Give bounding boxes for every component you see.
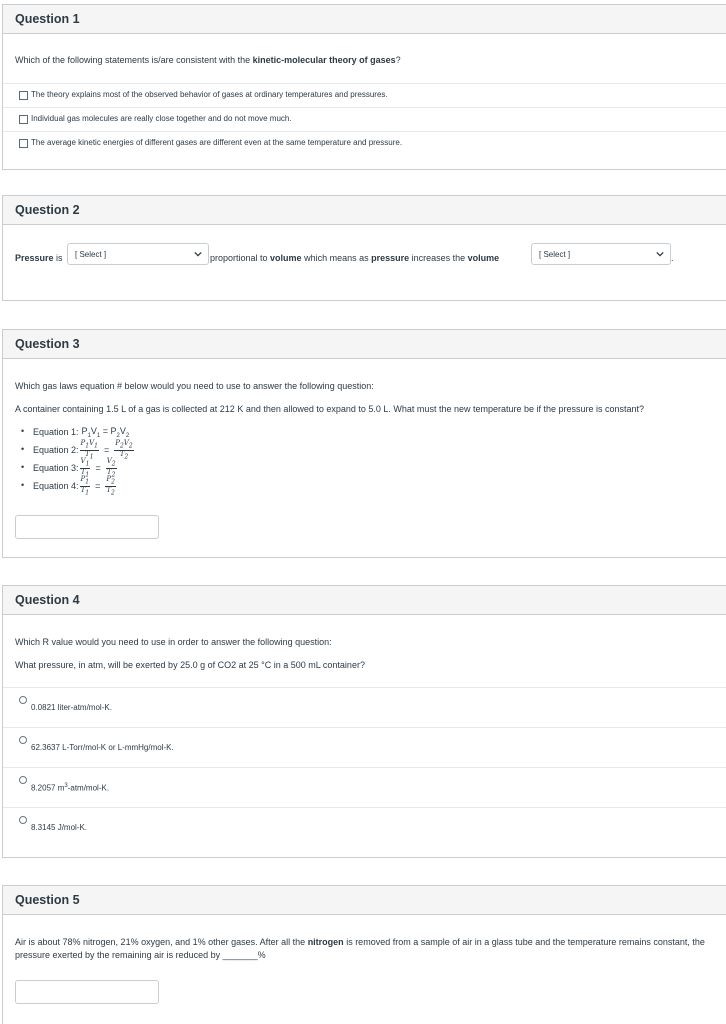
chevron-down-icon xyxy=(194,250,202,258)
question-title: Question 1 xyxy=(15,12,80,26)
equation-4: • Equation 4: $\frac{P_1}{T_1}$ = $\frac{P_2}{T_2}$ xyxy=(21,477,135,495)
radio-button[interactable] xyxy=(19,736,27,744)
question-1 xyxy=(2,4,726,170)
equation-list xyxy=(21,423,135,495)
question-title: Question 3 xyxy=(15,337,80,351)
question-4 xyxy=(2,585,726,858)
select-dropdown-1[interactable]: [ Select ] xyxy=(67,243,209,265)
equation-3: • Equation 3: $\frac{V_1}{T_1}$ = $\frac{V_2}{T_2}$ xyxy=(21,459,135,477)
question-header xyxy=(3,196,726,225)
question-text: Which gas laws equation # below would you need to use to answer the following question: xyxy=(15,381,374,391)
question-header xyxy=(3,586,726,615)
question-text: proportional to volume which means as pressure increases the volume xyxy=(210,253,500,263)
question-text: Air is about 78% nitrogen, 21% oxygen, and 1% other gases. After all the nitrogen is removed from a sample of air in a glass tube and the temperature remains constant, the pressure exerted by the remaining air is reduced by _______% xyxy=(15,937,705,960)
question-header xyxy=(3,330,726,359)
chevron-down-icon xyxy=(656,250,664,258)
answer-option[interactable]: The theory explains most of the observed behavior of gases at ordinary temperatures and pressures. xyxy=(3,83,726,108)
answer-option[interactable]: Individual gas molecules are really close together and do not move much. xyxy=(3,107,726,132)
answer-option[interactable]: 62.3637 L-Torr/mol-K or L-mmHg/mol-K. xyxy=(3,727,726,768)
question-text: A container containing 1.5 L of a gas is collected at 212 K and then allowed to expand to 5.0 L. What must the new temperature be if the pressure is constant? xyxy=(15,404,645,414)
answer-option[interactable]: 0.0821 liter-atm/mol-K. xyxy=(3,687,726,728)
checkbox[interactable] xyxy=(19,115,28,124)
period: . xyxy=(671,253,674,263)
question-text: Which of the following statements is/are consistent with the kinetic-molecular theory of gases? xyxy=(15,55,401,65)
checkbox[interactable] xyxy=(19,139,28,148)
question-text: What pressure, in atm, will be exerted by 25.0 g of CO2 at 25 °C in a 500 mL container? xyxy=(15,660,365,670)
question-title: Question 5 xyxy=(15,893,80,907)
question-header xyxy=(3,886,726,915)
answer-option[interactable]: 8.2057 $m^3-atm/mol-K$. xyxy=(3,767,726,808)
equation-2: • Equation 2: $\frac{P_1V_1}{T_1}$ = $\frac{P_2V_2}{T_2}$ xyxy=(21,441,135,459)
question-5 xyxy=(2,885,726,1024)
question-text: Which R value would you need to use in order to answer the following question: xyxy=(15,637,332,647)
answer-input[interactable] xyxy=(15,515,159,539)
equation-1: • Equation 1: $P_1V_1 = P_2V_2$ xyxy=(21,423,135,441)
question-text: Pressure is xyxy=(15,253,63,263)
radio-button[interactable] xyxy=(19,816,27,824)
radio-button[interactable] xyxy=(19,696,27,704)
checkbox[interactable] xyxy=(19,91,28,100)
answer-input[interactable] xyxy=(15,980,159,1004)
select-dropdown-2[interactable]: [ Select ] xyxy=(531,243,671,265)
answer-option[interactable]: The average kinetic energies of different gases are different even at the same temperature and pressure. xyxy=(3,131,726,156)
question-header xyxy=(3,5,726,34)
answer-option[interactable]: 8.3145 J/mol-K. xyxy=(3,807,726,848)
question-title: Question 2 xyxy=(15,203,80,217)
question-3 xyxy=(2,329,726,558)
radio-button[interactable] xyxy=(19,776,27,784)
question-title: Question 4 xyxy=(15,593,80,607)
question-2 xyxy=(2,195,726,301)
